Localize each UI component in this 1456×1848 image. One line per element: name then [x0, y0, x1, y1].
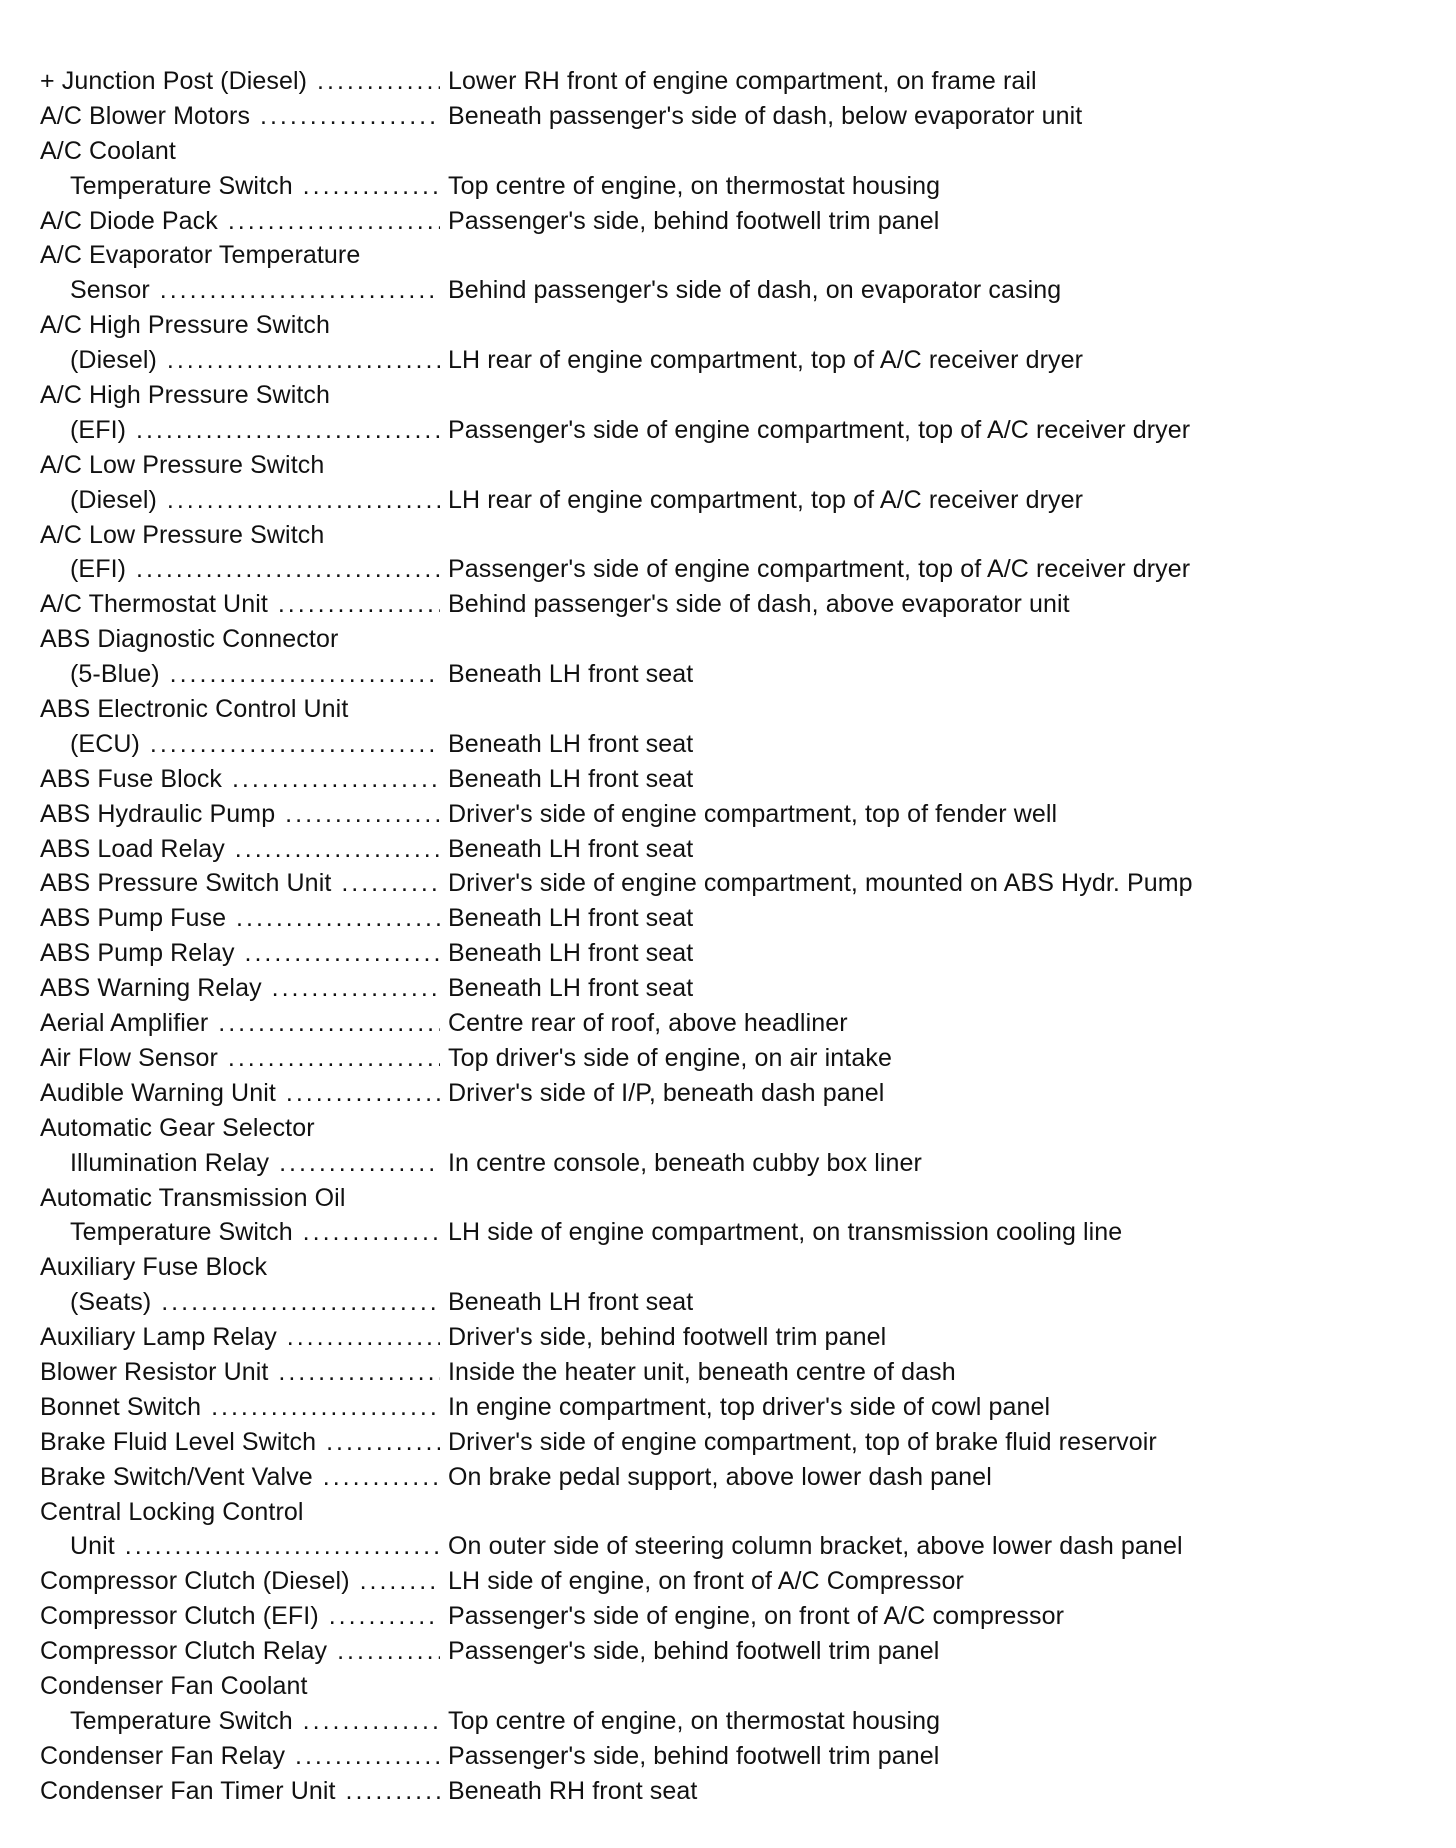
component-name-text: Central Locking Control — [40, 1497, 304, 1526]
component-name — [40, 936, 440, 971]
component-name-text: A/C Thermostat Unit ..... — [40, 587, 440, 622]
component-location: Passenger's side, behind footwell trim panel — [448, 1637, 940, 1666]
component-name — [40, 343, 440, 378]
component-name-text: Auxiliary Lamp Relay ..... — [40, 1320, 440, 1355]
component-name — [40, 1704, 440, 1739]
component-name-text: Sensor ..... — [40, 273, 440, 308]
component-name-text: Condenser Fan Coolant — [40, 1671, 308, 1700]
component-name-text: (ECU) ..... — [40, 727, 440, 762]
component-name-text: A/C Evaporator Temperature — [40, 241, 361, 270]
component-location — [440, 378, 1420, 413]
list-item — [40, 1390, 1420, 1425]
list-item — [40, 64, 1420, 99]
list-item — [40, 692, 1420, 727]
component-name-text: Condenser Fan Timer Unit ..... — [40, 1774, 440, 1809]
list-item — [40, 1669, 1420, 1704]
list-item — [40, 1285, 1420, 1320]
list-item — [40, 1704, 1420, 1739]
component-location — [440, 518, 1420, 553]
component-name — [40, 204, 440, 239]
list-item — [40, 448, 1420, 483]
component-name — [40, 1774, 440, 1809]
component-location: Top driver's side of engine, on air intake — [448, 1043, 892, 1072]
component-name-text: A/C Blower Motors ..... — [40, 99, 440, 134]
component-location — [440, 692, 1420, 727]
component-location: In engine compartment, top driver's side of cowl panel — [448, 1392, 1051, 1421]
component-name — [40, 1425, 440, 1460]
component-name — [40, 762, 440, 797]
list-item — [40, 657, 1420, 692]
component-name — [40, 1460, 440, 1495]
component-location: Beneath LH front seat — [448, 904, 694, 933]
component-name-text: (Seats) ..... — [40, 1285, 440, 1320]
component-name-text: Brake Switch/Vent Valve ..... — [40, 1460, 440, 1495]
component-location: Driver's side of I/P, beneath dash panel — [448, 1078, 885, 1107]
component-name — [40, 448, 440, 483]
component-name — [40, 866, 440, 901]
list-item — [40, 273, 1420, 308]
list-item — [40, 901, 1420, 936]
list-item — [40, 1599, 1420, 1634]
component-location — [440, 1111, 1420, 1146]
component-name-text: ABS Pump Fuse ..... — [40, 901, 440, 936]
component-name-text: A/C Low Pressure Switch — [40, 520, 325, 549]
component-name — [40, 378, 440, 413]
component-name — [40, 901, 440, 936]
component-location: Centre rear of roof, above headliner — [448, 1009, 848, 1038]
component-name — [40, 1006, 440, 1041]
component-location: Top centre of engine, on thermostat housing — [448, 171, 941, 200]
component-name — [40, 99, 440, 134]
component-location: LH rear of engine compartment, top of A/C receiver dryer — [448, 346, 1084, 375]
component-name-text: ABS Pressure Switch Unit ..... — [40, 866, 440, 901]
component-name — [40, 971, 440, 1006]
component-location — [440, 308, 1420, 343]
component-location: Behind passenger's side of dash, on evaporator casing — [448, 276, 1062, 305]
list-item — [40, 1215, 1420, 1250]
component-name — [40, 1076, 440, 1111]
component-name — [40, 1495, 440, 1530]
component-name — [40, 1181, 440, 1216]
component-name-text: Brake Fluid Level Switch ..... — [40, 1425, 440, 1460]
list-item — [40, 1146, 1420, 1181]
list-item — [40, 1111, 1420, 1146]
component-name-text: Condenser Fan Relay ..... — [40, 1739, 440, 1774]
list-item — [40, 762, 1420, 797]
component-location — [440, 448, 1420, 483]
component-name-text: (Diesel) ..... — [40, 483, 440, 518]
component-name-text: Temperature Switch ..... — [40, 1215, 440, 1250]
component-name-text: Compressor Clutch (EFI) ..... — [40, 1599, 440, 1634]
list-item — [40, 1774, 1420, 1809]
component-location: Passenger's side of engine compartment, top of A/C receiver dryer — [448, 415, 1191, 444]
component-location — [440, 134, 1420, 169]
component-name — [40, 657, 440, 692]
component-name-text: (EFI) ..... — [40, 413, 440, 448]
component-name — [40, 587, 440, 622]
component-name-text: ABS Electronic Control Unit — [40, 695, 349, 724]
component-name-text: Compressor Clutch (Diesel) ..... — [40, 1564, 440, 1599]
component-name — [40, 1390, 440, 1425]
list-item — [40, 1460, 1420, 1495]
component-name-text: ABS Pump Relay ..... — [40, 936, 440, 971]
component-name-text: ABS Diagnostic Connector — [40, 625, 339, 654]
list-item — [40, 622, 1420, 657]
component-location: Driver's side of engine compartment, top of brake fluid reservoir — [448, 1427, 1157, 1456]
component-location: Driver's side, behind footwell trim panel — [448, 1323, 887, 1352]
list-item — [40, 587, 1420, 622]
list-item — [40, 727, 1420, 762]
component-name-text: Blower Resistor Unit ..... — [40, 1355, 440, 1390]
component-name — [40, 1320, 440, 1355]
component-location: Driver's side of engine compartment, mounted on ABS Hydr. Pump — [448, 869, 1193, 898]
component-location: Beneath LH front seat — [448, 764, 694, 793]
list-item — [40, 1076, 1420, 1111]
component-name-text: Audible Warning Unit ..... — [40, 1076, 440, 1111]
component-location: Lower RH front of engine compartment, on frame rail — [448, 67, 1037, 95]
component-location: Driver's side of engine compartment, top of fender well — [448, 799, 1058, 828]
component-name-text: A/C Diode Pack ..... — [40, 204, 440, 239]
component-name — [40, 134, 440, 169]
component-name — [40, 727, 440, 762]
component-location: Passenger's side of engine compartment, top of A/C receiver dryer — [448, 555, 1191, 584]
component-name — [40, 238, 440, 273]
component-name — [40, 1599, 440, 1634]
component-name — [40, 518, 440, 553]
component-location: Top centre of engine, on thermostat housing — [448, 1706, 941, 1735]
component-location: Passenger's side of engine, on front of A/C compressor — [448, 1602, 1065, 1631]
list-item — [40, 797, 1420, 832]
component-location: LH side of engine compartment, on transmission cooling line — [448, 1218, 1123, 1247]
component-name-text: Auxiliary Fuse Block — [40, 1253, 268, 1282]
component-name-text: A/C Low Pressure Switch — [40, 450, 325, 479]
list-item — [40, 483, 1420, 518]
list-item — [40, 1250, 1420, 1285]
component-name-text: Temperature Switch ..... — [40, 1704, 440, 1739]
component-name — [40, 622, 440, 657]
list-item — [40, 1355, 1420, 1390]
component-name-text: A/C High Pressure Switch — [40, 381, 330, 410]
component-name — [40, 832, 440, 867]
component-location: Beneath passenger's side of dash, below evaporator unit — [448, 101, 1083, 130]
component-name — [40, 1111, 440, 1146]
component-name — [40, 1634, 440, 1669]
component-name-text: A/C Coolant — [40, 136, 176, 165]
component-name-text: (5-Blue) ..... — [40, 657, 440, 692]
list-item — [40, 169, 1420, 204]
component-name-text: A/C High Pressure Switch — [40, 311, 330, 340]
component-name — [40, 1669, 440, 1704]
component-name-text: Aerial Amplifier ..... — [40, 1006, 440, 1041]
component-name — [40, 273, 440, 308]
component-location: Beneath RH front seat — [448, 1776, 698, 1805]
list-item — [40, 518, 1420, 553]
component-location: Passenger's side, behind footwell trim panel — [448, 1741, 940, 1770]
list-item — [40, 1739, 1420, 1774]
component-name — [40, 1739, 440, 1774]
list-item — [40, 1529, 1420, 1564]
component-name-text: Automatic Transmission Oil — [40, 1183, 346, 1212]
component-name-text: Illumination Relay ..... — [40, 1146, 440, 1181]
component-location: In centre console, beneath cubby box liner — [448, 1148, 922, 1177]
component-name — [40, 1041, 440, 1076]
component-location: Beneath LH front seat — [448, 974, 694, 1003]
component-name-text: (Diesel) ..... — [40, 343, 440, 378]
component-location: LH side of engine, on front of A/C Compressor — [448, 1567, 964, 1596]
component-name — [40, 308, 440, 343]
component-location: Beneath LH front seat — [448, 939, 694, 968]
component-name-text: Bonnet Switch ..... — [40, 1390, 440, 1425]
component-location: Behind passenger's side of dash, above evaporator unit — [448, 590, 1070, 619]
list-item — [40, 1041, 1420, 1076]
list-item — [40, 308, 1420, 343]
component-location: LH rear of engine compartment, top of A/C receiver dryer — [448, 485, 1084, 514]
component-location — [440, 1669, 1420, 1704]
component-location: Beneath LH front seat — [448, 834, 694, 863]
component-location — [440, 1181, 1420, 1216]
component-name-text: ABS Fuse Block ..... — [40, 762, 440, 797]
list-item — [40, 552, 1420, 587]
component-name — [40, 797, 440, 832]
list-item — [40, 971, 1420, 1006]
list-item — [40, 134, 1420, 169]
list-item — [40, 1495, 1420, 1530]
list-item — [40, 1181, 1420, 1216]
component-name — [40, 1215, 440, 1250]
list-item — [40, 204, 1420, 239]
component-name — [40, 1564, 440, 1599]
component-location: On outer side of steering column bracket, above lower dash panel — [448, 1532, 1183, 1561]
component-name-text: + Junction Post (Diesel) ..... — [40, 64, 440, 99]
component-location: Passenger's side, behind footwell trim panel — [448, 206, 940, 235]
list-item — [40, 1006, 1420, 1041]
component-name-text: ABS Warning Relay ..... — [40, 971, 440, 1006]
component-name — [40, 483, 440, 518]
list-item — [40, 1634, 1420, 1669]
component-name — [40, 169, 440, 204]
list-item — [40, 936, 1420, 971]
component-name-text: Automatic Gear Selector — [40, 1113, 315, 1142]
list-item — [40, 238, 1420, 273]
component-name — [40, 64, 440, 99]
component-location: On brake pedal support, above lower dash panel — [448, 1462, 992, 1491]
component-name-text: Temperature Switch ..... — [40, 169, 440, 204]
component-location: Beneath LH front seat — [448, 660, 694, 689]
component-name — [40, 1529, 440, 1564]
component-name — [40, 552, 440, 587]
list-item — [40, 866, 1420, 901]
component-name — [40, 1285, 440, 1320]
component-name-text: Air Flow Sensor ..... — [40, 1041, 440, 1076]
list-item — [40, 1425, 1420, 1460]
component-name — [40, 1355, 440, 1390]
component-name-text: ABS Hydraulic Pump ..... — [40, 797, 440, 832]
list-item — [40, 1564, 1420, 1599]
list-item — [40, 99, 1420, 134]
list-item — [40, 1320, 1420, 1355]
component-location: Beneath LH front seat — [448, 729, 694, 758]
component-name-text: (EFI) ..... — [40, 552, 440, 587]
component-name-text: Compressor Clutch Relay ..... — [40, 1634, 440, 1669]
list-item — [40, 378, 1420, 413]
component-name — [40, 1250, 440, 1285]
component-name — [40, 692, 440, 727]
component-name-text: Unit ..... — [40, 1529, 440, 1564]
component-location: Inside the heater unit, beneath centre of dash — [448, 1357, 956, 1386]
component-location — [440, 622, 1420, 657]
component-location — [440, 238, 1420, 273]
component-location — [440, 1495, 1420, 1530]
component-location-list — [40, 64, 1420, 1809]
component-name — [40, 413, 440, 448]
list-item — [40, 343, 1420, 378]
list-item — [40, 832, 1420, 867]
component-location — [440, 1250, 1420, 1285]
component-name — [40, 1146, 440, 1181]
list-item — [40, 413, 1420, 448]
component-location: Beneath LH front seat — [448, 1288, 694, 1317]
component-name-text: ABS Load Relay ..... — [40, 832, 440, 867]
